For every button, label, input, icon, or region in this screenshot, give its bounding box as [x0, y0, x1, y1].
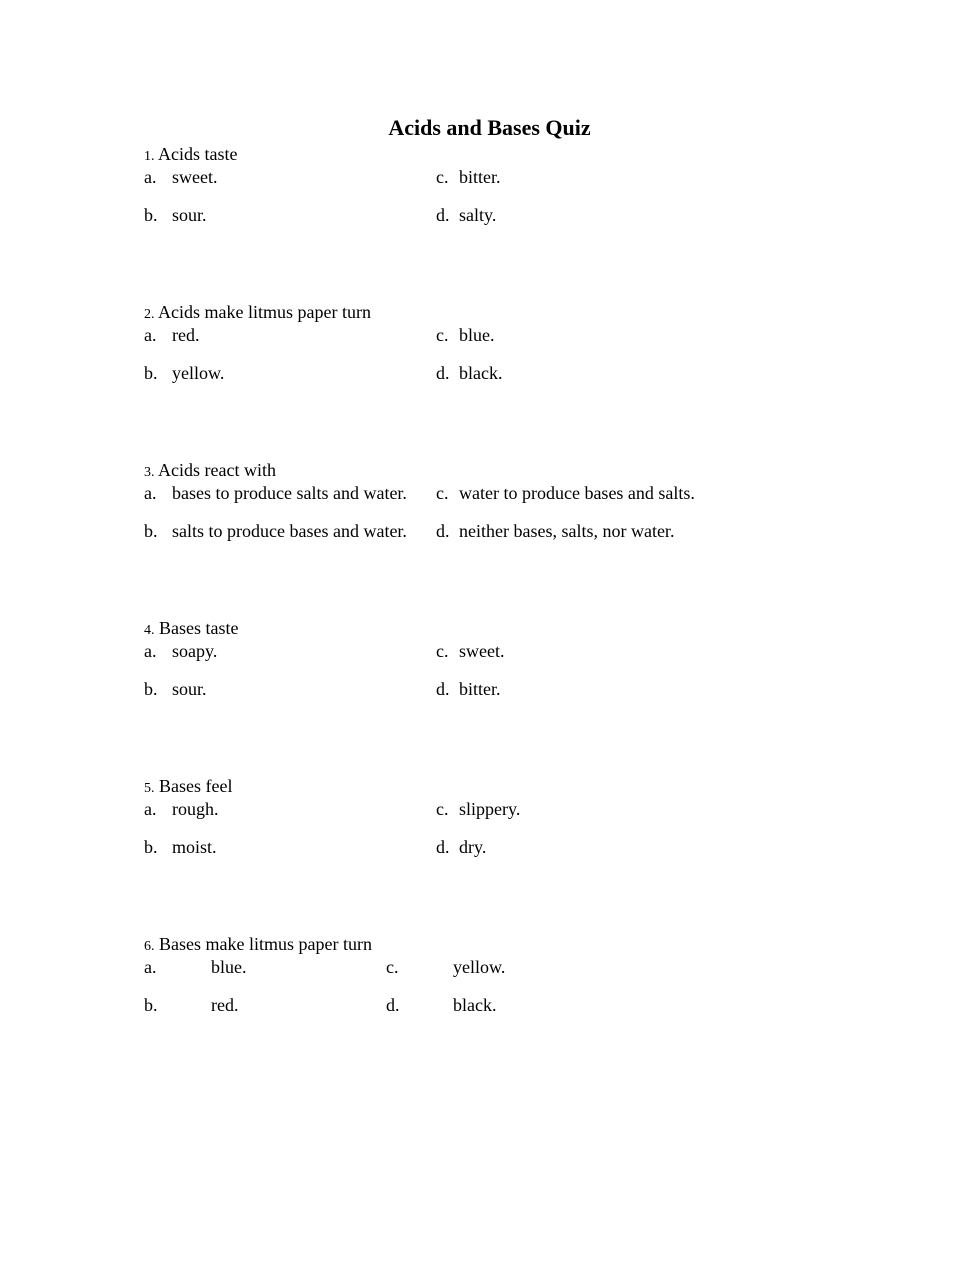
choice-text: sour. [172, 679, 207, 699]
choice-letter: b. [144, 205, 158, 225]
choice-letter: b. [144, 521, 158, 541]
choice-text: black. [453, 995, 497, 1015]
question-number: 5. [144, 781, 155, 796]
choice-b[interactable] [144, 520, 407, 542]
choice-d[interactable] [436, 204, 496, 226]
choice-d[interactable] [436, 520, 674, 542]
choice-text: dry. [459, 837, 487, 857]
choice-letter: c. [436, 167, 449, 187]
choice-text: salts to produce bases and water. [172, 521, 407, 541]
choice-text: sweet. [459, 641, 505, 661]
choice-c[interactable] [386, 956, 505, 978]
choice-c[interactable] [436, 166, 501, 188]
choice-a[interactable] [144, 956, 247, 978]
choice-text: neither bases, salts, nor water. [459, 521, 675, 541]
question-text: Acids react with [158, 460, 276, 480]
question-text: Acids taste [158, 144, 238, 164]
choice-letter: c. [436, 325, 449, 345]
choice-letter: a. [144, 483, 157, 503]
question-number: 2. [144, 307, 155, 322]
choice-text: red. [172, 325, 200, 345]
choice-a[interactable] [144, 640, 217, 662]
choice-letter: a. [144, 957, 157, 977]
choice-letter: d. [436, 679, 450, 699]
choice-text: blue. [211, 957, 247, 977]
choice-letter: a. [144, 641, 157, 661]
choice-text: yellow. [172, 363, 225, 383]
question-number: 3. [144, 465, 155, 480]
choice-d[interactable] [386, 994, 496, 1016]
question-6 [144, 933, 844, 1015]
choice-a[interactable] [144, 324, 199, 346]
choice-b[interactable] [144, 204, 207, 226]
choice-letter: c. [436, 483, 449, 503]
choice-text: blue. [459, 325, 495, 345]
question-number: 4. [144, 623, 155, 638]
choice-text: sweet. [172, 167, 218, 187]
choice-letter: c. [386, 957, 399, 977]
question-stem [144, 933, 844, 955]
question-stem [144, 459, 844, 481]
choice-letter: a. [144, 799, 157, 819]
choice-letter: c. [436, 641, 449, 661]
question-stem [144, 617, 844, 639]
choice-text: salty. [459, 205, 497, 225]
choice-text: soapy. [172, 641, 218, 661]
choice-text: slippery. [459, 799, 521, 819]
quiz-title: Acids and Bases Quiz [388, 115, 591, 140]
question-stem [144, 301, 844, 323]
question-stem [144, 775, 844, 797]
question-text: Bases feel [159, 776, 233, 796]
choice-text: red. [211, 995, 239, 1015]
choice-letter: d. [436, 363, 450, 383]
choice-letter: d. [436, 521, 450, 541]
question-2 [144, 301, 844, 383]
choice-letter: a. [144, 167, 157, 187]
choice-letter: b. [144, 363, 158, 383]
choice-a[interactable] [144, 166, 217, 188]
question-1 [144, 143, 844, 225]
choice-letter: b. [144, 995, 158, 1015]
choice-letter: b. [144, 679, 158, 699]
choice-d[interactable] [436, 836, 486, 858]
question-text: Acids make litmus paper turn [158, 302, 371, 322]
choice-c[interactable] [436, 482, 695, 504]
question-3 [144, 459, 844, 541]
choice-text: bitter. [459, 679, 501, 699]
question-text: Bases make litmus paper turn [159, 934, 372, 954]
question-number: 6. [144, 939, 155, 954]
choice-a[interactable] [144, 482, 407, 504]
choice-c[interactable] [436, 640, 504, 662]
choice-letter: d. [436, 837, 450, 857]
choice-text: moist. [172, 837, 217, 857]
choice-d[interactable] [436, 678, 501, 700]
question-4 [144, 617, 844, 699]
choice-text: black. [459, 363, 503, 383]
question-5 [144, 775, 844, 857]
choice-b[interactable] [144, 362, 224, 384]
question-number: 1. [144, 149, 155, 164]
choice-text: rough. [172, 799, 219, 819]
choice-d[interactable] [436, 362, 502, 384]
choice-letter: d. [436, 205, 450, 225]
choice-text: bases to produce salts and water. [172, 483, 407, 503]
choice-letter: b. [144, 837, 158, 857]
choice-c[interactable] [436, 324, 495, 346]
choice-letter: a. [144, 325, 157, 345]
choice-b[interactable] [144, 994, 238, 1016]
choice-b[interactable] [144, 678, 207, 700]
choice-letter: c. [436, 799, 449, 819]
choice-letter: d. [386, 995, 400, 1015]
choice-text: sour. [172, 205, 207, 225]
choice-text: water to produce bases and salts. [459, 483, 695, 503]
question-stem [144, 143, 844, 165]
choice-text: bitter. [459, 167, 501, 187]
question-text: Bases taste [159, 618, 239, 638]
choice-c[interactable] [436, 798, 520, 820]
choice-a[interactable] [144, 798, 219, 820]
choice-text: yellow. [453, 957, 506, 977]
choice-b[interactable] [144, 836, 217, 858]
